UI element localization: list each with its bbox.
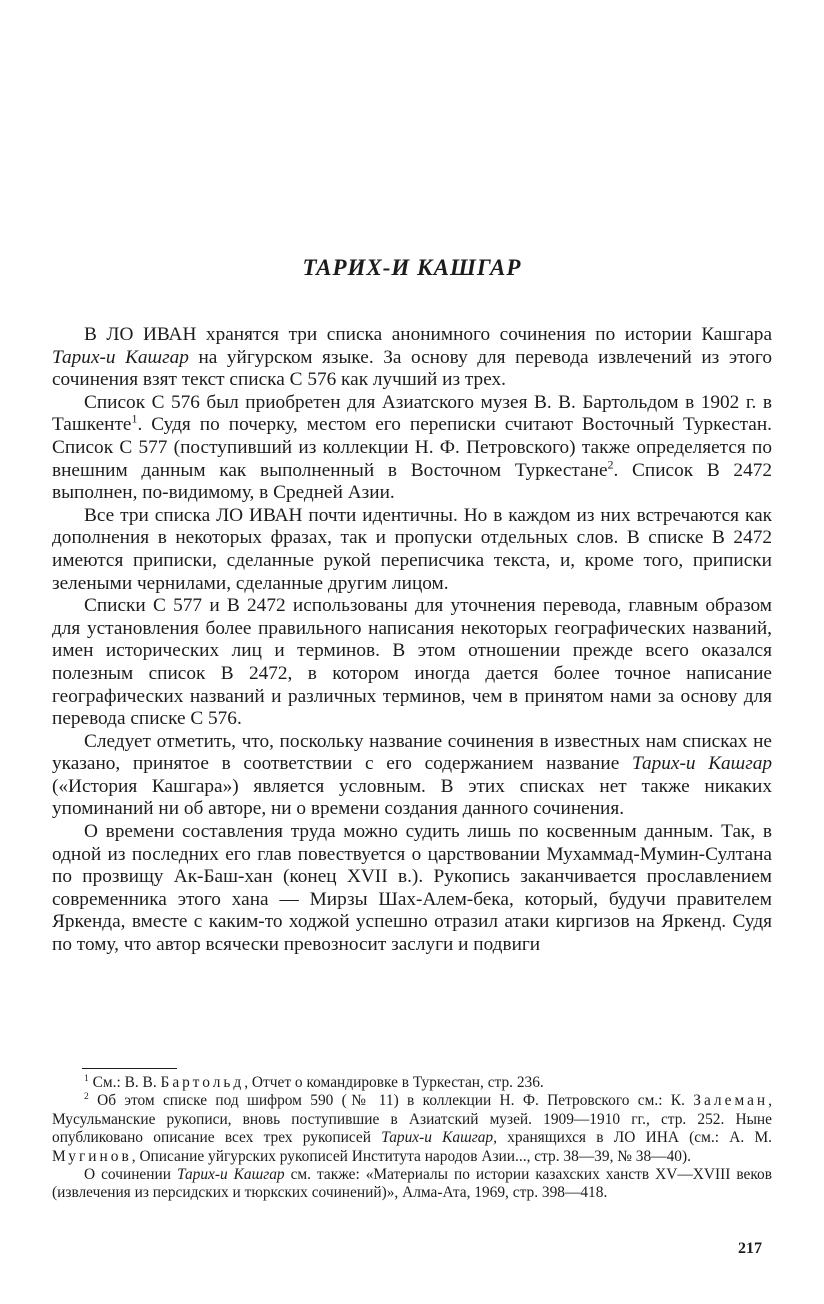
work-title-italic: Тарих-и Кашгар (631, 753, 772, 775)
paragraph-6: О времени составления труда можно судить лишь по косвенным данным. Так, в одной из последних его глав повествуется о царствовании Мухаммад-Мумин-Султана по прозвищу Ак-Баш-хан (конец XVII в.). Рукопись заканчивается прославлением современника этого хана — Мирзы Шах-Алем-бека, который, будучи правителем Яркенда, вместе с каким-то ходжой успешно отразил атаки киргизов на Яркенд. Судя по тому, что автор всячески превозносит заслуги и подвиги (52, 821, 772, 956)
paragraph-3: Все три списка ЛО ИВАН почти идентичны. Но в каждом из них встречаются как дополнения в некоторых фразах, так и пропуски отдельных слов. В списке В 2472 имеются приписки, сделанные рукой переписчика текста, и, кроме того, приписки зелеными чернилами, сделанные другим лицом. (52, 504, 772, 594)
work-title-italic: Тарих-и Кашгар (176, 1166, 285, 1184)
footnote-1 (52, 1074, 772, 1092)
paragraph-2-text-a: Список С 576 был приобретен для Азиатского музея В. В. Бартольдом в 1902 г. в Ташкенте (52, 391, 772, 436)
work-title-italic: Тарих-и Кашгар (52, 346, 189, 368)
footnote-3-text-b: см. также: «Материалы по истории казахских ханств XV—XVIII веков (извлечения из персидских и тюркских сочинений)», Алма-Ата, 1969, стр. 398—418. (52, 1166, 772, 1202)
footnote-1-text-b: , Отчет о командировке в Туркестан, стр. 236. (244, 1074, 544, 1091)
footnote-2-text-a: Об этом списке под шифром 590 (№ 11) в коллекции Н. Ф. Петровского см.: К. (88, 1092, 694, 1110)
footnote-ref-1: 1 (131, 411, 138, 426)
paragraph-2 (52, 392, 772, 505)
footnote-2 (52, 1092, 772, 1166)
paragraph-1-text-a: В ЛО ИВАН хранятся три списка анонимного сочинения по истории Кашгара (84, 324, 772, 345)
footnote-mark-1: 1 (84, 1072, 89, 1084)
footnote-2-text-b: , Мусульманские рукописи, вновь поступившие в Азиатский музей. 1909—1910 гг., стр. 252. Ныне опубликовано описание всех трех рукописей (52, 1092, 772, 1147)
footnote-1-text-a: См.: В. В. (88, 1074, 161, 1091)
footnote-separator (82, 1068, 177, 1069)
paragraph-4: Списки С 577 и В 2472 использованы для уточнения перевода, главным образом для установления более правильного написания некоторых географических названий, имен исторических лиц и терминов. В этом отношении прежде всего оказался полезным список В 2472, в котором иногда дается более точное написание географических названий и различных терминов, чем в принятом нами за основу для перевода списке С 576. (52, 595, 772, 730)
footnote-mark-2: 2 (84, 1091, 89, 1103)
paragraph-1-text-c: на уйгурском языке. За основу для перевода извлечений из этого сочинения взят текст списка С 576 как лучший из трех. (52, 346, 772, 391)
footnote-3-text-a: О сочинении (84, 1166, 177, 1184)
author-name: Залеман (693, 1092, 769, 1110)
work-title-italic: Тарих-и Кашгар, (381, 1129, 497, 1147)
paragraph-1 (52, 324, 772, 392)
footnote-2-text-c: хранящихся в ЛО ИНА (см.: А. М. (496, 1129, 773, 1147)
footnotes (52, 1074, 772, 1203)
author-name: Бартольд (160, 1074, 245, 1091)
chapter-title: ТАРИХ-И КАШГАР (302, 255, 522, 280)
author-name: Мугинов (52, 1147, 132, 1165)
paragraph-5-text-c: («История Кашгара») является условным. В этих списках нет также никаких упоминаний ни об авторе, ни о времени создания данного сочинения. (52, 775, 772, 820)
paragraph-5-text-a: Следует отметить, что, поскольку название сочинения в известных нам списках не указано, принятое в соответствии с его содержанием название (52, 730, 772, 775)
footnote-ref-2: 2 (607, 457, 614, 472)
footnote-2-text-d: , Описание уйгурских рукописей Института народов Азии..., стр. 38—39, № 38—40). (131, 1147, 691, 1165)
paragraph-2-text-b: . Судя по почерку, местом его переписки считают Восточный Туркестан. Список С 577 (поступивший из коллекции Н. Ф. Петровского) также определяется по внешним данным как выполненный в Восточном Туркестане (52, 414, 772, 481)
footnote-3 (52, 1166, 772, 1203)
paragraph-5 (52, 731, 772, 821)
page-number: 217 (738, 1240, 762, 1257)
paragraph-2-text-c: . Список В 2472 выполнен, по-видимому, в Средней Азии. (52, 459, 772, 504)
main-text (52, 324, 772, 957)
